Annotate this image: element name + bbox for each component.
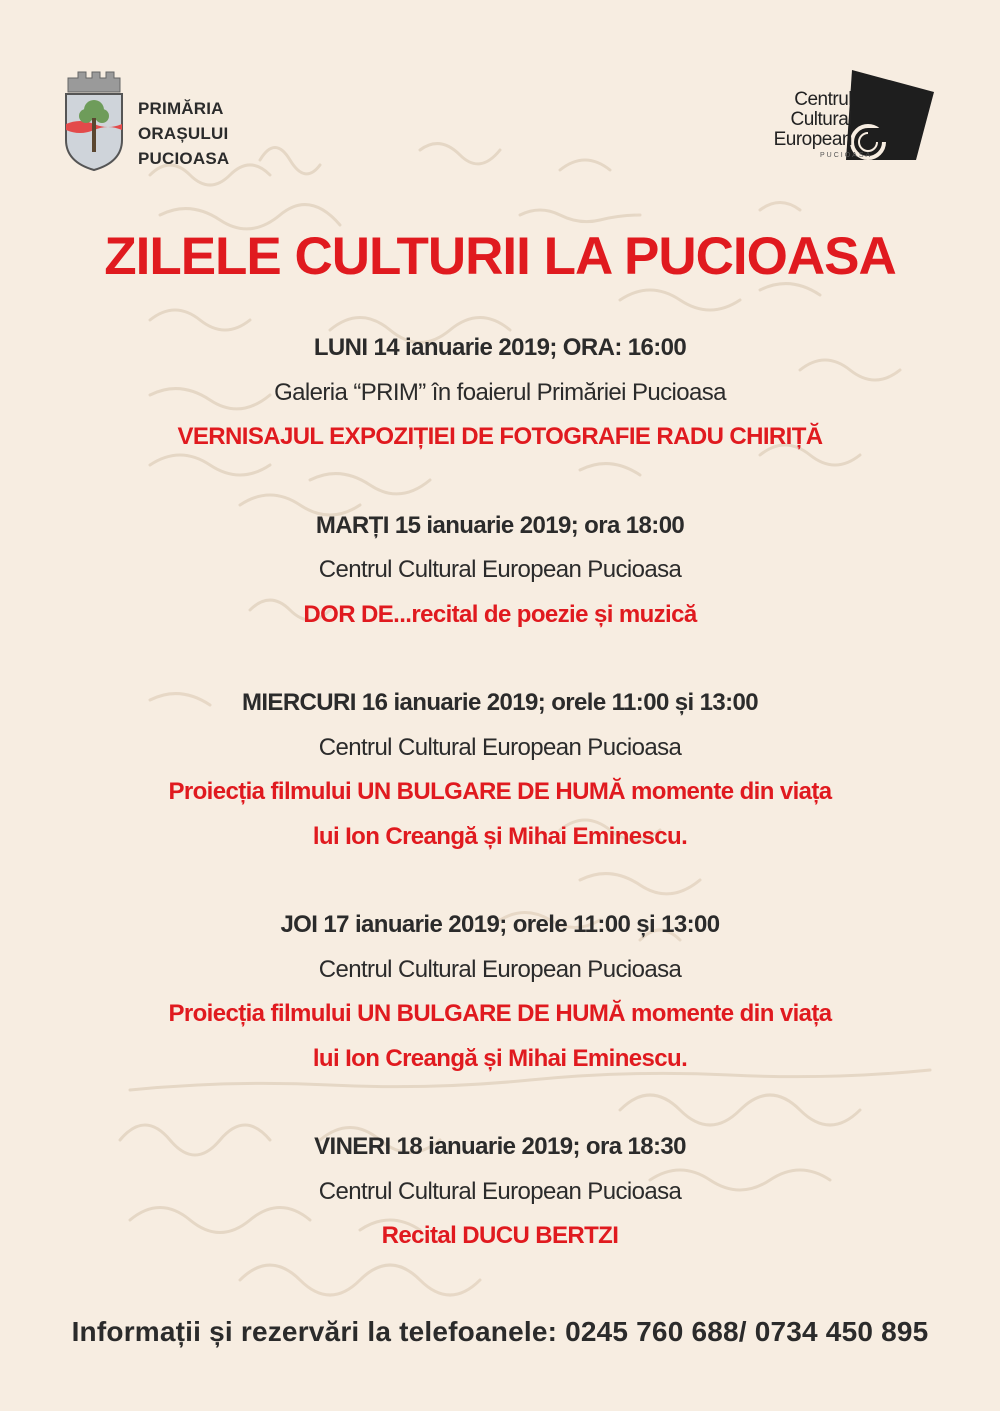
event-3 — [0, 681, 1000, 859]
ccep-line1: Centrul — [794, 89, 852, 110]
event-4 — [0, 903, 1000, 1081]
event-what: VERNISAJUL EXPOZIȚIEI DE FOTOGRAFIE RADU CHIRIȚĂ — [177, 423, 823, 450]
ccep-line2: Cultural — [790, 109, 852, 130]
event-when: LUNI 14 ianuarie 2019; ORA: 16:00 — [313, 334, 687, 361]
event-when: MARȚI 15 ianuarie 2019; ora 18:00 — [315, 511, 685, 539]
ccep-logo — [734, 68, 944, 168]
event-where: Centrul Cultural European Pucioasa — [318, 556, 682, 583]
ccep-line3: European — [773, 129, 852, 150]
event-5 — [0, 1125, 1000, 1259]
event-what-cont: lui Ion Creangă și Mihai Eminescu. — [312, 822, 688, 850]
event-what: Proiecția filmului UN BULGARE DE HUMĂ momente din viața — [168, 778, 832, 805]
ccep-sub: PUCIOASA — [820, 152, 873, 159]
event-when: JOI 17 ianuarie 2019; orele 11:00 și 13:00 — [280, 911, 720, 938]
city-crest-icon — [62, 70, 126, 172]
event-what: DOR DE...recital de poezie și muzică — [303, 600, 697, 628]
event-when: MIERCURI 16 ianuarie 2019; orele 11:00 și 13:00 — [241, 689, 759, 716]
primaria-line1: PRIMĂRIA — [138, 99, 224, 118]
primaria-line2: ORAȘULUI PUCIOASA — [138, 124, 230, 168]
event-where: Centrul Cultural European Pucioasa — [318, 955, 682, 983]
event-where: Centrul Cultural European Pucioasa — [318, 733, 682, 761]
event-1 — [0, 326, 1000, 460]
event-what-cont: lui Ion Creangă și Mihai Eminescu. — [312, 1044, 688, 1072]
events-list — [0, 326, 1000, 1303]
contact-footer: Informații și rezervări la telefoanele: 0245 760 688/ 0734 450 895 — [71, 1316, 929, 1347]
poster-title: ZILELE CULTURII LA PUCIOASA — [104, 227, 896, 286]
primaria-logo — [62, 70, 302, 174]
event-when: VINERI 18 ianuarie 2019; ora 18:30 — [314, 1133, 686, 1160]
event-what: Recital DUCU BERTZI — [381, 1222, 619, 1249]
event-where: Galeria “PRIM” în foaierul Primăriei Pucioasa — [274, 378, 726, 406]
event-where: Centrul Cultural European Pucioasa — [318, 1177, 682, 1205]
event-what: Proiecția filmului UN BULGARE DE HUMĂ momente din viața — [168, 1000, 832, 1027]
event-2 — [0, 504, 1000, 638]
